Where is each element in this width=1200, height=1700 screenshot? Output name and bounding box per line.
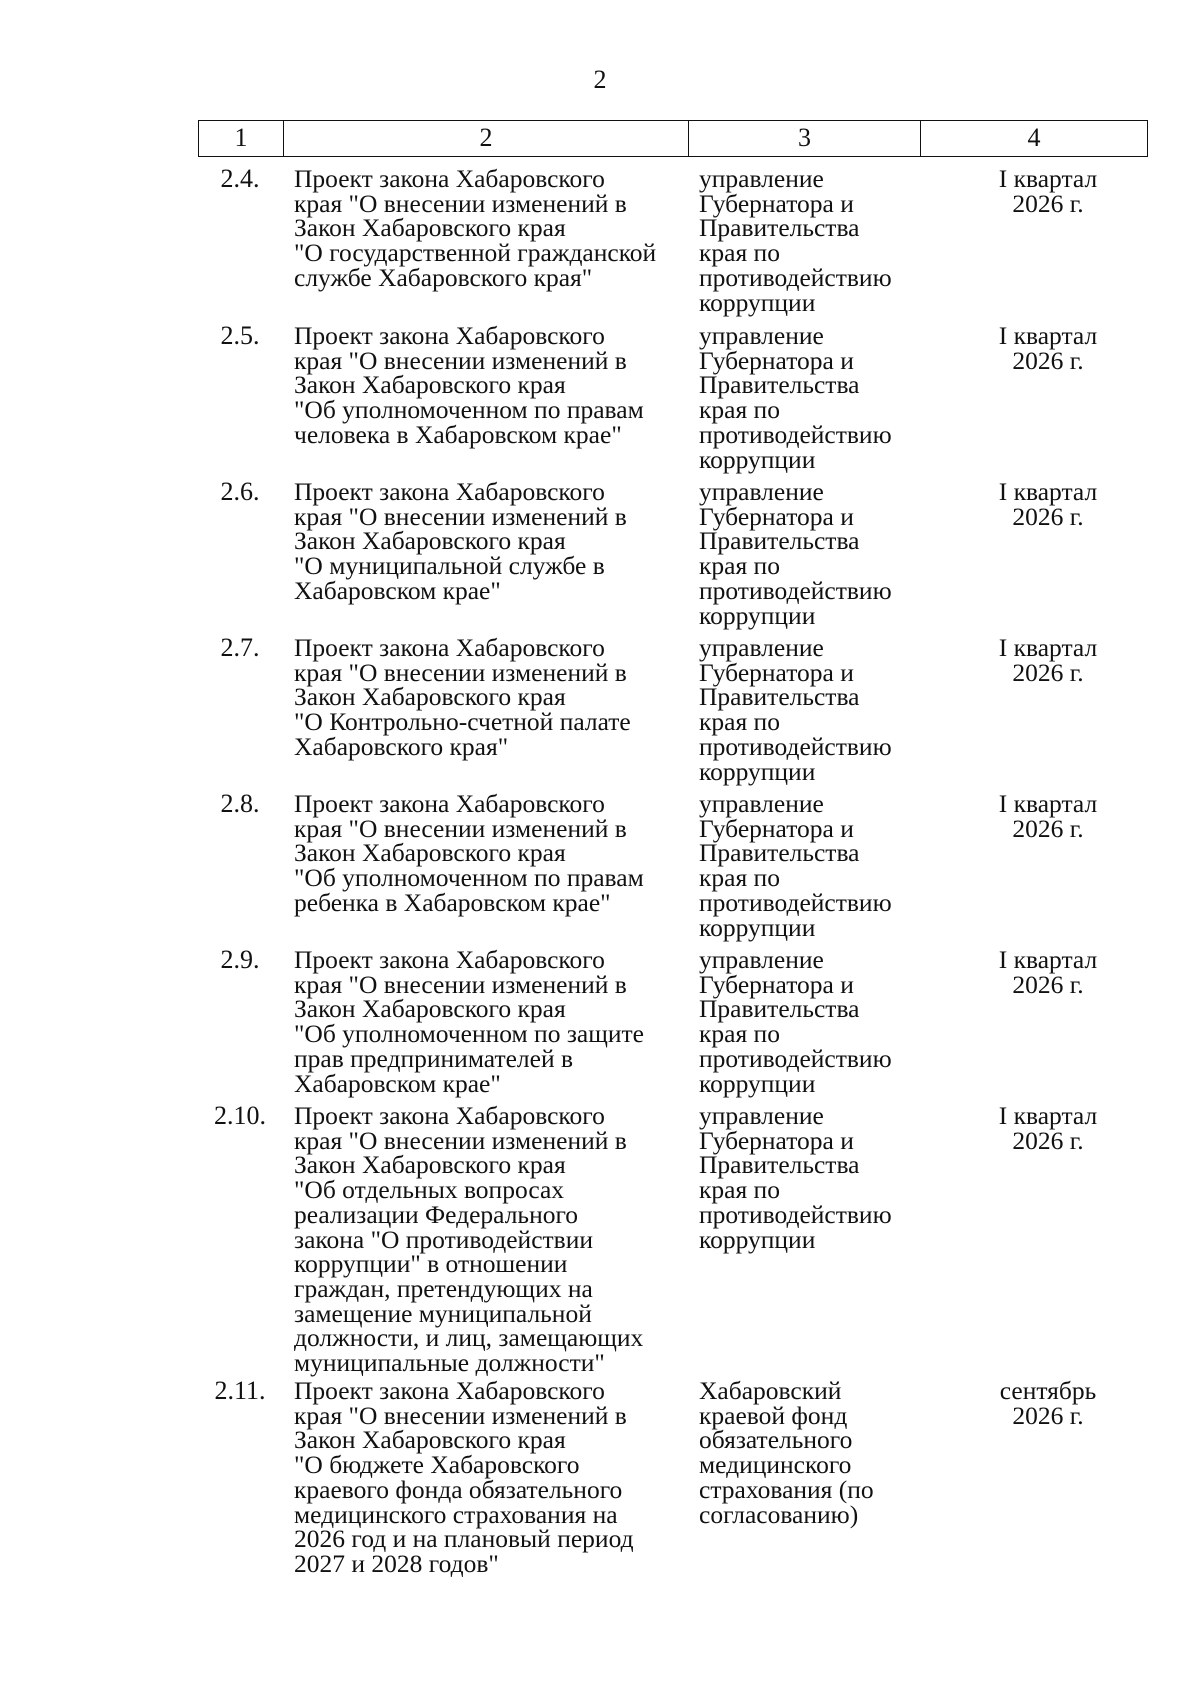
- row-description: Проект закона Хабаровского края "О внесении изменений в Закон Хабаровского края "О муниципальной службе в Хабаровском крае": [294, 477, 627, 605]
- row-description: Проект закона Хабаровского края "О внесении изменений в Закон Хабаровского края "Об уполномоченном по защите прав предпринимателей в Хабаровском крае": [294, 945, 644, 1098]
- row-description: Проект закона Хабаровского края "О внесении изменений в Закон Хабаровского края "Об отдельных вопросах реализации Федерального закона "О противодействии коррупции" в отношении граждан, претендующих на замещение муниципальной должности, и лиц, замещающих муниципальные должности": [294, 1101, 644, 1378]
- row-number: 2.7.: [220, 633, 260, 662]
- row-responsible: управление Губернатора и Правительства края по противодействию коррупции: [699, 164, 892, 317]
- row-deadline: I квартал 2026 г.: [998, 633, 1098, 687]
- row-number: 2.6.: [220, 477, 260, 506]
- row-responsible: управление Губернатора и Правительства края по противодействию коррупции: [699, 633, 892, 786]
- row-description: Проект закона Хабаровского края "О внесении изменений в Закон Хабаровского края "Об уполномоченном по правам ребенка в Хабаровском крае": [294, 789, 644, 917]
- row-number: 2.5.: [220, 321, 260, 350]
- row-responsible: управление Губернатора и Правительства края по противодействию коррупции: [699, 477, 892, 630]
- table-header: [198, 120, 1148, 157]
- row-number: 2.10.: [214, 1101, 266, 1130]
- row-responsible: управление Губернатора и Правительства края по противодействию коррупции: [699, 945, 892, 1098]
- column-header-3: 3: [689, 121, 921, 157]
- row-number: 2.4.: [220, 164, 260, 193]
- row-number: 2.11.: [214, 1376, 266, 1405]
- row-responsible: управление Губернатора и Правительства края по противодействию коррупции: [699, 1101, 892, 1254]
- row-deadline: I квартал 2026 г.: [998, 477, 1098, 531]
- row-deadline: I квартал 2026 г.: [998, 321, 1098, 375]
- row-deadline: I квартал 2026 г.: [998, 789, 1098, 843]
- row-number: 2.9.: [220, 945, 260, 974]
- row-description: Проект закона Хабаровского края "О внесении изменений в Закон Хабаровского края "О Контрольно-счетной палате Хабаровского края": [294, 633, 631, 761]
- row-responsible: управление Губернатора и Правительства края по противодействию коррупции: [699, 321, 892, 474]
- row-description: Проект закона Хабаровского края "О внесении изменений в Закон Хабаровского края "Об уполномоченном по правам человека в Хабаровском крае": [294, 321, 644, 449]
- row-deadline: I квартал 2026 г.: [998, 1101, 1098, 1155]
- page-number: 2: [593, 65, 607, 94]
- row-responsible: управление Губернатора и Правительства края по противодействию коррупции: [699, 789, 892, 942]
- row-deadline: I квартал 2026 г.: [998, 945, 1098, 999]
- row-deadline: I квартал 2026 г.: [998, 164, 1098, 218]
- row-number: 2.8.: [220, 789, 260, 818]
- row-description: Проект закона Хабаровского края "О внесении изменений в Закон Хабаровского края "О государственной гражданской службе Хабаровского края": [294, 164, 657, 292]
- column-header-1: 1: [199, 121, 284, 157]
- column-header-2: 2: [284, 121, 689, 157]
- row-responsible: Хабаровский краевой фонд обязательного медицинского страхования (по согласованию): [699, 1376, 874, 1529]
- row-deadline: сентябрь 2026 г.: [999, 1376, 1097, 1430]
- column-header-4: 4: [921, 121, 1148, 157]
- row-description: Проект закона Хабаровского края "О внесении изменений в Закон Хабаровского края "О бюджете Хабаровского краевого фонда обязательного медицинского страхования на 2026 год и на плановый период 2027 и 2028 годов": [294, 1376, 634, 1578]
